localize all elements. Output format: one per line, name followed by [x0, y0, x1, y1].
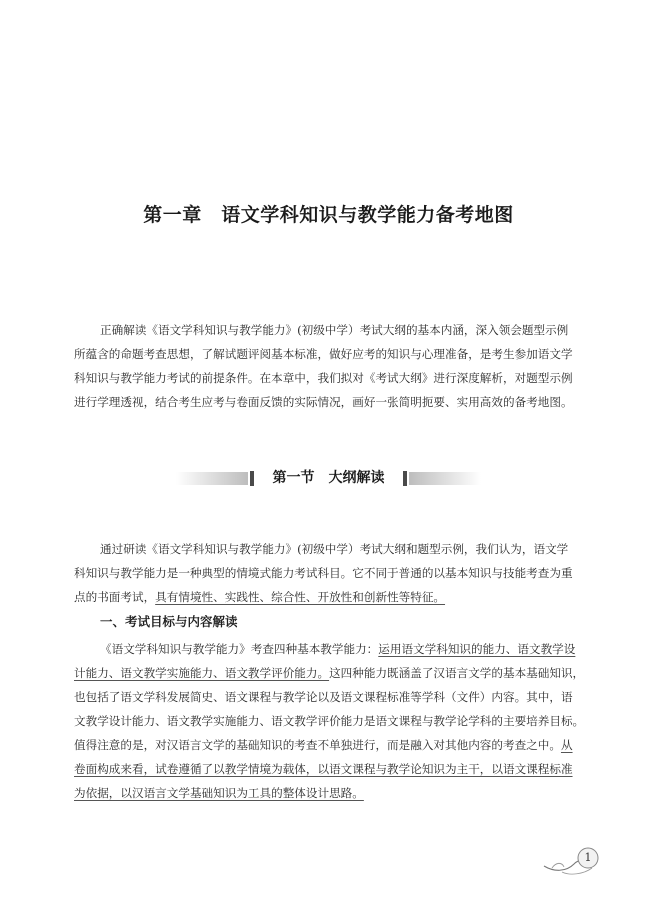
body-line	[74, 781, 591, 805]
banner-gradient-right	[409, 472, 481, 485]
body-paragraph	[74, 637, 591, 805]
intro-line: 所蕴含的命题考查思想，了解试题评阅基本标准，做好应考的知识与心理准备，是考生参加语文学	[74, 347, 573, 361]
section-intro-line: 科知识与教学能力是一种典型的情境式能力考试科目。它不同于普通的以基本知识与技能考查为重	[74, 566, 573, 580]
chapter-title: 第一章 语文学科知识与教学能力备考地图	[143, 204, 514, 226]
body-line	[74, 733, 591, 757]
intro-line: 进行学理透视，结合考生应考与卷面反馈的实际情况，画好一张简明扼要、实用高效的备考地图。	[74, 395, 573, 409]
page-ornament-icon	[540, 838, 610, 878]
banner-tick-right	[403, 471, 407, 486]
section-intro-text: 点的书面考试，	[74, 590, 156, 604]
section-title: 第一节 大纲解读	[272, 470, 385, 486]
underlined-phrase: 具有情境性、实践性、综合性、开放性和创新性等特征。	[155, 590, 446, 604]
section-intro-paragraph	[74, 537, 591, 609]
body-line	[74, 661, 591, 685]
banner-tick-left	[250, 471, 254, 486]
body-text: 《语文学科知识与教学能力》考查四种基本教学能力：	[100, 642, 379, 656]
body-text: 这四种能力既涵盖了汉语言文学的基本基础知识，	[329, 666, 585, 680]
body-text: 值得注意的是，对汉语言文学的基础知识的考查不单独进行，而是融入对其他内容的考查之中。	[74, 738, 561, 752]
underlined-phrase: 为依据，以汉语言文学基础知识为工具的整体设计思路。	[74, 786, 364, 800]
body-line	[74, 637, 591, 661]
body-line: 文教学设计能力、语文教学实施能力、语文教学评价能力是语文课程与教学论学科的主要培养目标。	[74, 714, 585, 728]
body-line	[74, 757, 591, 781]
banner-gradient-left	[176, 472, 248, 485]
section-intro-line	[74, 585, 591, 609]
body-line: 也包括了语文学科发展简史、语文课程与教学论以及语文课程标准等学科（文件）内容。其中，语	[74, 690, 573, 704]
intro-line: 科知识与教学能力考试的前提条件。在本章中，我们拟对《考试大纲》进行深度解析，对题型示例	[74, 371, 573, 385]
underlined-phrase: 从	[560, 738, 573, 752]
underlined-phrase: 计能力、语文教学实施能力、语文教学评价能力。	[74, 666, 330, 680]
intro-line: 正确解读《语文学科知识与教学能力》(初级中学）考试大纲的基本内涵，深入领会题型示例	[100, 323, 569, 337]
section-intro-line: 通过研读《语文学科知识与教学能力》(初级中学）考试大纲和题型示例，我们认为，语文学	[100, 542, 569, 556]
intro-paragraph	[74, 318, 591, 414]
subsection-heading: 一、考试目标与内容解读	[100, 614, 238, 629]
underlined-phrase: 运用语文学科知识的能力、语文教学设	[378, 642, 576, 656]
page-number: 1	[584, 851, 592, 864]
section-banner	[176, 468, 481, 488]
underlined-phrase: 卷面构成来看，试卷遵循了以教学情境为载体，以语文课程与教学论知识为主干，以语文课程标准	[74, 762, 573, 776]
